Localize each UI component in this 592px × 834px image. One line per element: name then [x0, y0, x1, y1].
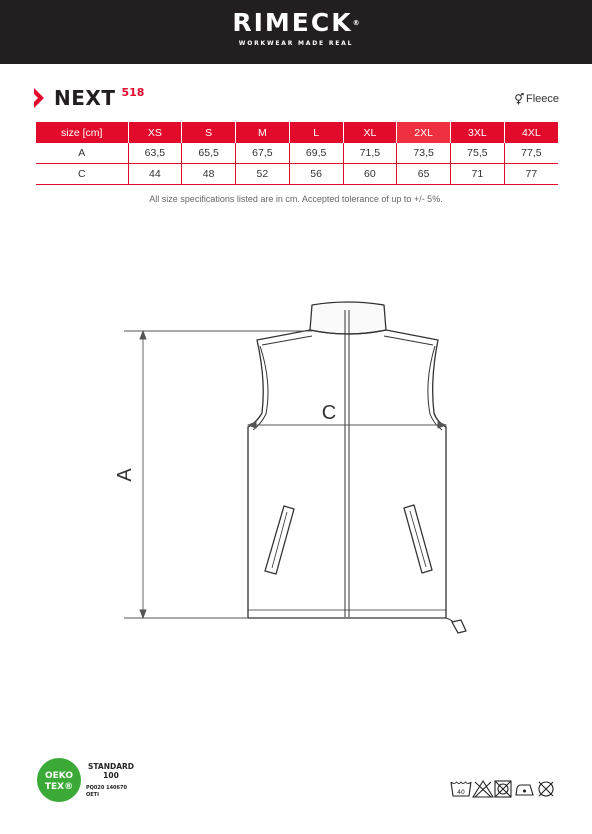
header-cell: M: [236, 122, 290, 143]
table-cell: 71: [451, 164, 505, 185]
dimension-a-label: A: [114, 468, 136, 482]
material-name: Fleece: [525, 93, 559, 105]
table-cell: 77: [504, 164, 558, 185]
table-cell: 67,5: [236, 143, 290, 164]
wash-40-icon: [451, 782, 471, 796]
tolerance-note: All size specifications listed are in cm. Accepted tolerance of up to +/- 5%.: [149, 194, 443, 204]
table-cell: 65: [397, 164, 451, 185]
brand-logo: RIMECK®: [232, 8, 360, 37]
header-cell: XS: [128, 122, 182, 143]
oeko-standard: STANDARD 100: [87, 762, 135, 780]
header-cell: S: [182, 122, 236, 143]
no-dry-clean-icon: [539, 782, 553, 796]
product-name: NEXT: [54, 86, 116, 110]
svg-text:40: 40: [457, 789, 465, 796]
dimension-c-label: C: [321, 402, 337, 424]
table-cell: 65,5: [182, 143, 236, 164]
oeko-tex-logo: [36, 757, 82, 803]
header-cell: L: [289, 122, 343, 143]
table-cell: A: [36, 143, 128, 164]
table-cell: 63,5: [128, 143, 182, 164]
vest-outline: [248, 302, 466, 633]
product-code: 518: [121, 86, 145, 99]
svg-text:OEKO: OEKO: [44, 771, 74, 781]
table-cell: 75,5: [451, 143, 505, 164]
brand-tagline: WORKWEAR MADE REAL: [238, 40, 354, 47]
iron-icon: [516, 785, 533, 795]
table-cell: 71,5: [343, 143, 397, 164]
care-symbols: [450, 779, 558, 799]
header-cell: 4XL: [504, 122, 558, 143]
table-cell: 69,5: [289, 143, 343, 164]
header-cell: size [cm]: [36, 122, 128, 143]
table-cell: 73,5: [397, 143, 451, 164]
table-cell: 48: [182, 164, 236, 185]
header-cell: 2XL: [397, 122, 451, 143]
table-cell: 44: [128, 164, 182, 185]
oeko-certificate: PQ020 140670 OETI: [86, 785, 127, 798]
table-cell: 60: [343, 164, 397, 185]
header-cell: XL: [343, 122, 397, 143]
table-cell: 56: [289, 164, 343, 185]
no-bleach-icon: [473, 781, 493, 797]
dimension-a: [124, 331, 312, 618]
table-cell: 52: [236, 164, 290, 185]
header-cell: 3XL: [451, 122, 505, 143]
svg-text:TEX®: TEX®: [44, 782, 74, 792]
table-cell: C: [36, 164, 128, 185]
no-tumble-dry-icon: [495, 781, 511, 797]
table-cell: 77,5: [504, 143, 558, 164]
dimension-c: [248, 422, 446, 428]
